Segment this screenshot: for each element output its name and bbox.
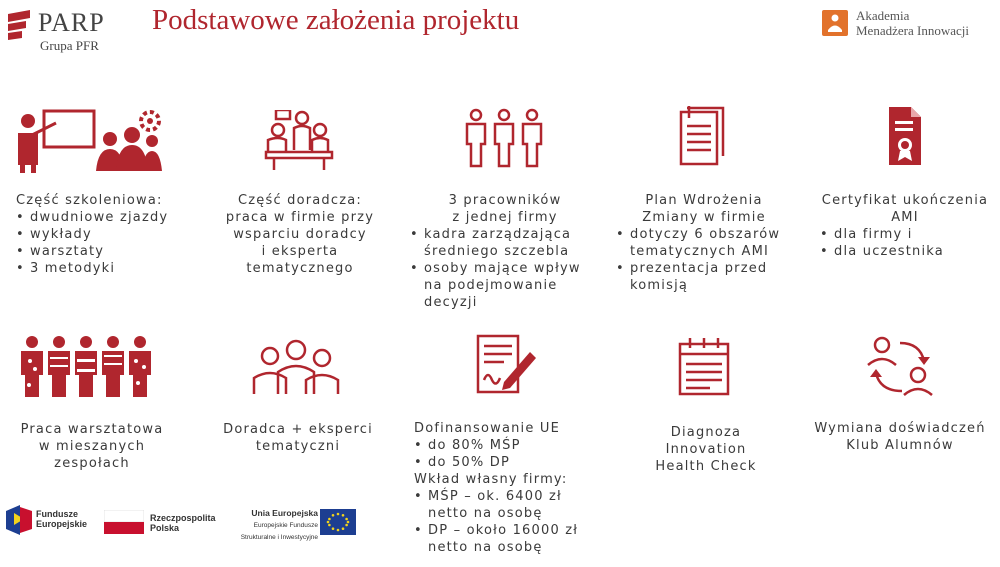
training-heading: Część szkoleniowa: — [16, 193, 163, 208]
plan-heading: Zmiany w firmie — [642, 210, 766, 225]
list-line: decyzji — [424, 295, 478, 310]
diagnosis-line: Innovation — [665, 442, 747, 457]
rp-line2: Polska — [150, 523, 180, 533]
funding-list — [414, 437, 614, 471]
workers-list — [410, 226, 600, 311]
list-item: • warsztaty — [16, 243, 206, 260]
tile-training — [16, 192, 206, 277]
contract-signing-icon — [474, 334, 538, 396]
alumni-line: Klub Alumnów — [846, 438, 954, 453]
training-list — [16, 209, 206, 277]
list-item — [414, 488, 614, 522]
consulting-line: i eksperta — [261, 244, 339, 259]
list-line: dotyczy 6 obszarów — [630, 227, 781, 242]
list-line: MŚP – ok. 6400 zł — [428, 489, 562, 504]
list-item: • dla uczestnika — [820, 243, 998, 260]
list-item: • do 50% DP — [414, 454, 614, 471]
consulting-heading: Część doradcza: — [237, 193, 363, 208]
list-item: • wykłady — [16, 226, 206, 243]
ami-logo — [822, 8, 997, 42]
list-line: tematycznych AMI — [630, 244, 770, 259]
diagnosis-line: Diagnoza — [670, 425, 742, 440]
plan-heading: Plan Wdrożenia — [645, 193, 763, 208]
tile-plan — [616, 192, 792, 294]
list-item — [414, 522, 614, 556]
fundusze-europejskie-label — [36, 509, 87, 529]
list-item — [410, 226, 600, 260]
certificate-heading: AMI — [891, 210, 919, 225]
list-line: DP – około 16000 zł — [428, 523, 579, 538]
list-line: komisją — [630, 278, 689, 293]
three-workers-icon — [463, 108, 545, 168]
tile-funding — [414, 420, 614, 556]
list-line: osoby mające wpływ — [424, 261, 581, 276]
training-icon — [14, 105, 164, 173]
list-line: prezentacja przed — [630, 261, 768, 276]
fundusze-europejskie-icon — [6, 505, 32, 535]
experts-icon — [250, 338, 340, 396]
experts-line: tematyczni — [255, 439, 341, 454]
tile-alumni — [806, 420, 994, 454]
page-title: Podstawowe założenia projektu — [152, 4, 520, 36]
workers-heading: 3 pracowników — [448, 193, 562, 208]
fe-line1: Fundusze — [36, 509, 78, 519]
list-item — [616, 226, 792, 260]
fe-line2: Europejskie — [36, 519, 88, 529]
list-item: • dla firmy i — [820, 226, 998, 243]
tile-consulting — [212, 192, 388, 277]
list-item — [410, 260, 600, 311]
own-contribution-list — [414, 488, 614, 556]
list-item: • 3 metodyki — [16, 260, 206, 277]
certificate-heading: Certyfikat ukończenia — [821, 193, 989, 208]
tile-mixed-team — [6, 421, 178, 472]
unia-europejska-label — [226, 507, 318, 542]
ami-line2: Menadżera Innowacji — [856, 23, 969, 38]
ami-line1: Akademia — [856, 8, 910, 23]
parp-logo — [6, 6, 131, 54]
ue-line1: Unia Europejska — [251, 508, 318, 518]
experts-line: Doradca + eksperci — [223, 422, 373, 437]
ue-line3: Strukturalne i Inwestycyjne — [240, 534, 318, 541]
polish-flag-icon — [104, 510, 144, 534]
list-line: netto na osobę — [428, 540, 543, 555]
plan-list — [616, 226, 792, 294]
list-line: na podejmowanie — [424, 278, 558, 293]
diagnosis-line: Health Check — [655, 459, 757, 474]
ami-name — [856, 8, 969, 38]
mixed-team-line: zespołach — [54, 456, 130, 471]
consulting-line: tematycznego — [246, 261, 354, 276]
list-line: netto na osobę — [428, 506, 543, 521]
rp-line1: Rzeczpospolita — [150, 513, 216, 523]
own-contribution-heading: Wkład własny firmy: — [414, 472, 568, 487]
mixed-team-line: Praca warsztatowa — [20, 422, 164, 437]
list-item: • dwudniowe zjazdy — [16, 209, 206, 226]
document-plan-icon — [677, 106, 727, 168]
mixed-team-icon — [18, 335, 156, 397]
parp-mark-icon — [6, 10, 34, 40]
funding-heading: Dofinansowanie UE — [414, 421, 561, 436]
exchange-people-icon — [866, 335, 936, 397]
alumni-line: Wymiana doświadczeń — [814, 421, 986, 436]
list-item — [616, 260, 792, 294]
tile-certificate — [812, 192, 998, 260]
calendar-diagnosis-icon — [676, 336, 732, 398]
ue-line2: Europejskie Fundusze — [253, 522, 318, 529]
tile-diagnosis — [626, 424, 786, 475]
parp-wordmark: PARP — [38, 8, 105, 37]
list-line: kadra zarządzająca — [424, 227, 572, 242]
parp-subtitle: Grupa PFR — [40, 38, 99, 53]
consulting-icon — [264, 110, 334, 170]
tile-workers — [410, 192, 600, 311]
rzeczpospolita-label — [150, 513, 216, 533]
list-item: • do 80% MŚP — [414, 437, 614, 454]
ami-mark-icon — [822, 10, 848, 36]
list-line: średniego szczebla — [424, 244, 570, 259]
consulting-line: praca w firmie przy — [225, 210, 375, 225]
tile-experts — [208, 421, 388, 455]
mixed-team-line: w mieszanych — [38, 439, 146, 454]
certificate-icon — [887, 105, 923, 167]
workers-heading: z jednej firmy — [452, 210, 558, 225]
certificate-list — [820, 226, 998, 260]
consulting-line: wsparciu doradcy — [233, 227, 367, 242]
eu-flag-icon — [320, 509, 356, 535]
